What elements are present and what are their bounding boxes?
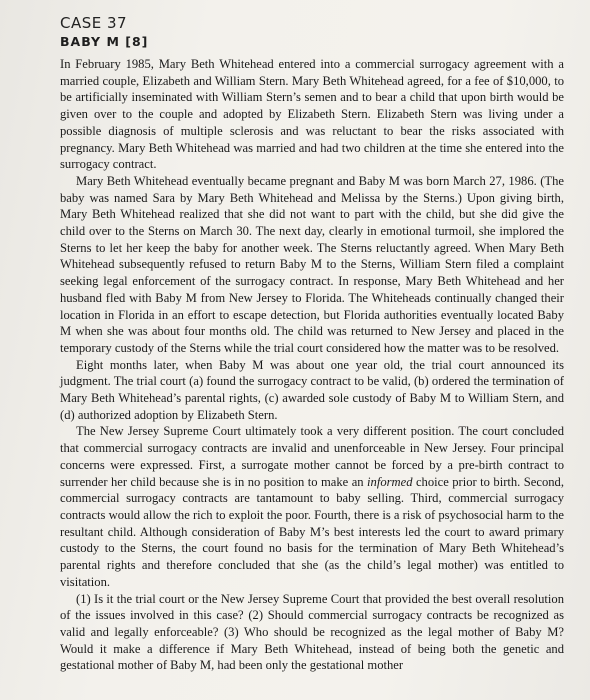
paragraph-supreme-court: The New Jersey Supreme Court ultimately took a very different position. The court concluded that commercial surrogacy contracts are invalid and unenforceable in New Jersey. Four principal concerns were expressed. First, a surrogate mother cannot be forced by a pre-birth contract to surrender her child because she is in no position to make an informed choice prior to birth. Second, commercial surrogacy contracts are tantamount to baby selling. Third, commercial surrogacy contracts would allow the rich to exploit the poor. Fourth, there is a risk of psychosocial harm to the resultant child. Although consideration of Baby M’s best interests led the court to award primary custody to the Sterns, the court found no basis for the termination of Mary Beth Whitehead’s parental rights and therefore concluded that she (as the child’s legal mother) was entitled to visitation. (60, 424, 564, 589)
paragraph-birth-and-flight: Mary Beth Whitehead eventually became pregnant and Baby M was born March 27, 1986. (The baby was named Sara by Mary Beth Whitehead and Melissa by the Sterns.) Upon giving birth, Mary Beth Whitehead realized that she did not want to part with the child, but she did give the child over to the Sterns on March 30. The next day, clearly in emotional turmoil, she implored the Sterns to let her keep the baby for another week. The Sterns reluctantly agreed. When Mary Beth Whitehead subsequently refused to return Baby M to the Sterns, William Stern filed a complaint seeking legal enforcement of the surrogacy contract. In response, Mary Beth Whitehead and her husband fled with Baby M from New Jersey to Florida. The Whiteheads continually changed their location in Florida in an effort to escape detection, but Florida authorities eventually located Baby M when she was about four months old. The child was returned to New Jersey and placed in the temporary custody of the Sterns while the trial court considered how the matter was to be resolved. (60, 173, 564, 355)
case-body (60, 56, 564, 674)
case-title: BABY M [8] (60, 34, 149, 49)
paragraph-background: In February 1985, Mary Beth Whitehead entered into a commercial surrogacy agreement with a married couple, Elizabeth and William Stern. Mary Beth Whitehead agreed, for a fee of $10,000, to be artificially inseminated with William Stern’s semen and to bear a child that upon birth would be given over to the couple and adopted by Elizabeth Stern. Elizabeth Stern was living under a possible diagnosis of multiple sclerosis and was reluctant to bear the risks associated with pregnancy. Mary Beth Whitehead was married and had two children at the time she entered into the surrogacy contract. (60, 57, 564, 172)
paragraph-questions: (1) Is it the trial court or the New Jersey Supreme Court that provided the best overall resolution of the issues involved in this case? (2) Should commercial surrogacy contracts be recognized as valid and legally enforceable? (3) Who should be recognized as the legal mother of Baby M? Would it make a difference if Mary Beth Whitehead, instead of being both the genetic and gestational mother of Baby M, had been only the gestational mother (60, 591, 564, 673)
case-number: CASE 37 (60, 14, 128, 32)
paragraph-trial-court: Eight months later, when Baby M was about one year old, the trial court announced its judgment. The trial court (a) found the surrogacy contract to be valid, (b) ordered the termination of Mary Beth Whitehead’s parental rights, (c) awarded sole custody of Baby M to William Stern, and (d) authorized adoption by Elizabeth Stern. (60, 357, 564, 422)
